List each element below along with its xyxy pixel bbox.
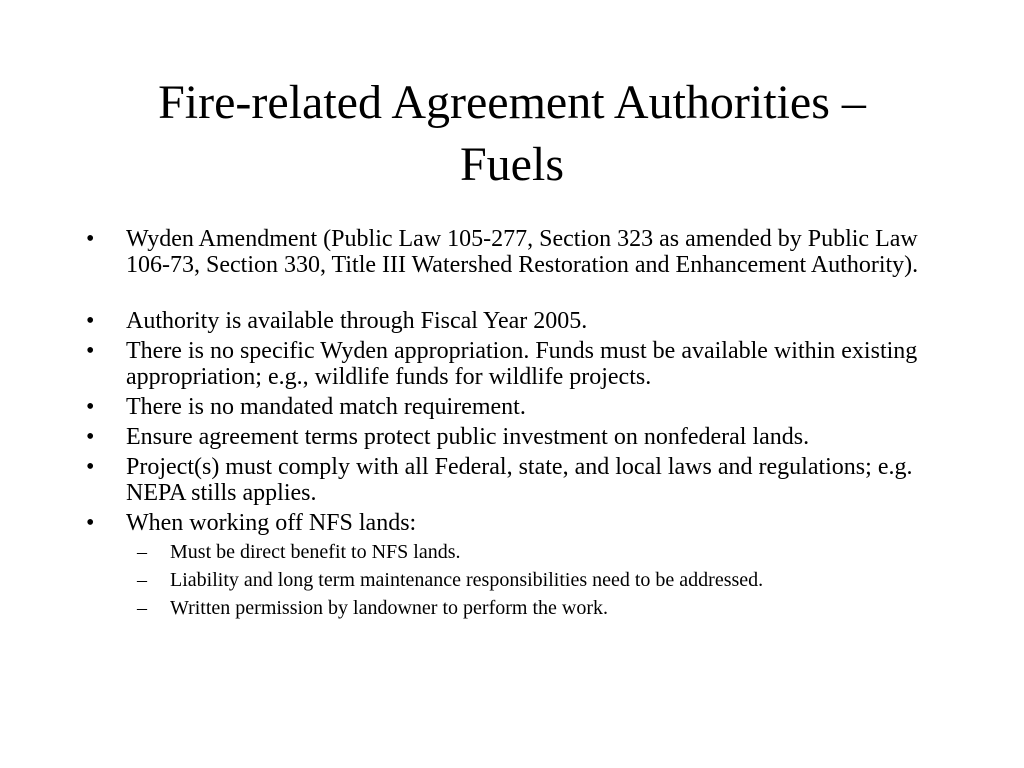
sub-bullet-text: Written permission by landowner to perform the work. — [170, 597, 608, 619]
bullet-item — [86, 424, 946, 450]
bullet-item — [86, 510, 946, 536]
sub-bullet-marker: – — [137, 597, 147, 619]
bullet-text: There is no specific Wyden appropriation. Funds must be available within existing appropriation; e.g., wildlife funds for wildlife projects. — [126, 338, 918, 390]
bullet-item — [86, 226, 946, 278]
bullet-item — [86, 308, 946, 334]
bullet-marker: • — [86, 226, 95, 252]
sub-bullet-marker: – — [137, 569, 147, 591]
slide-title-line: Fire-related Agreement Authorities – — [158, 76, 866, 129]
bullet-marker: • — [86, 424, 95, 450]
sub-bullet-item — [86, 540, 946, 564]
bullet-text: Wyden Amendment (Public Law 105-277, Section 323 as amended by Public Law 106-73, Section 330, Title III Watershed Restoration and Enhancement Authority). — [126, 226, 919, 278]
bullet-text: When working off NFS lands: — [126, 510, 417, 536]
bullet-marker: • — [86, 510, 95, 536]
bullet-item — [86, 454, 946, 506]
bullet-marker: • — [86, 308, 95, 334]
sub-bullet-text: Liability and long term maintenance responsibilities need to be addressed. — [170, 569, 764, 591]
bullet-text: Ensure agreement terms protect public investment on nonfederal lands. — [126, 424, 810, 450]
bullet-item — [86, 394, 946, 420]
bullet-list — [86, 226, 946, 624]
sub-bullet-item — [86, 568, 946, 592]
slide-title-line: Fuels — [459, 138, 564, 191]
sub-bullet-text: Must be direct benefit to NFS lands. — [170, 541, 461, 563]
sub-bullet-item — [86, 596, 946, 620]
bullet-text: Project(s) must comply with all Federal, state, and local laws and regulations; e.g. NEPA stills applies. — [126, 454, 913, 506]
sub-bullet-list — [86, 540, 946, 620]
sub-bullet-marker: – — [137, 541, 147, 563]
bullet-text: There is no mandated match requirement. — [126, 394, 526, 420]
bullet-marker: • — [86, 338, 95, 364]
bullet-text: Authority is available through Fiscal Year 2005. — [126, 308, 588, 334]
bullet-marker: • — [86, 394, 95, 420]
bullet-marker: • — [86, 454, 95, 480]
bullet-item — [86, 338, 946, 390]
slide-title — [60, 72, 964, 196]
